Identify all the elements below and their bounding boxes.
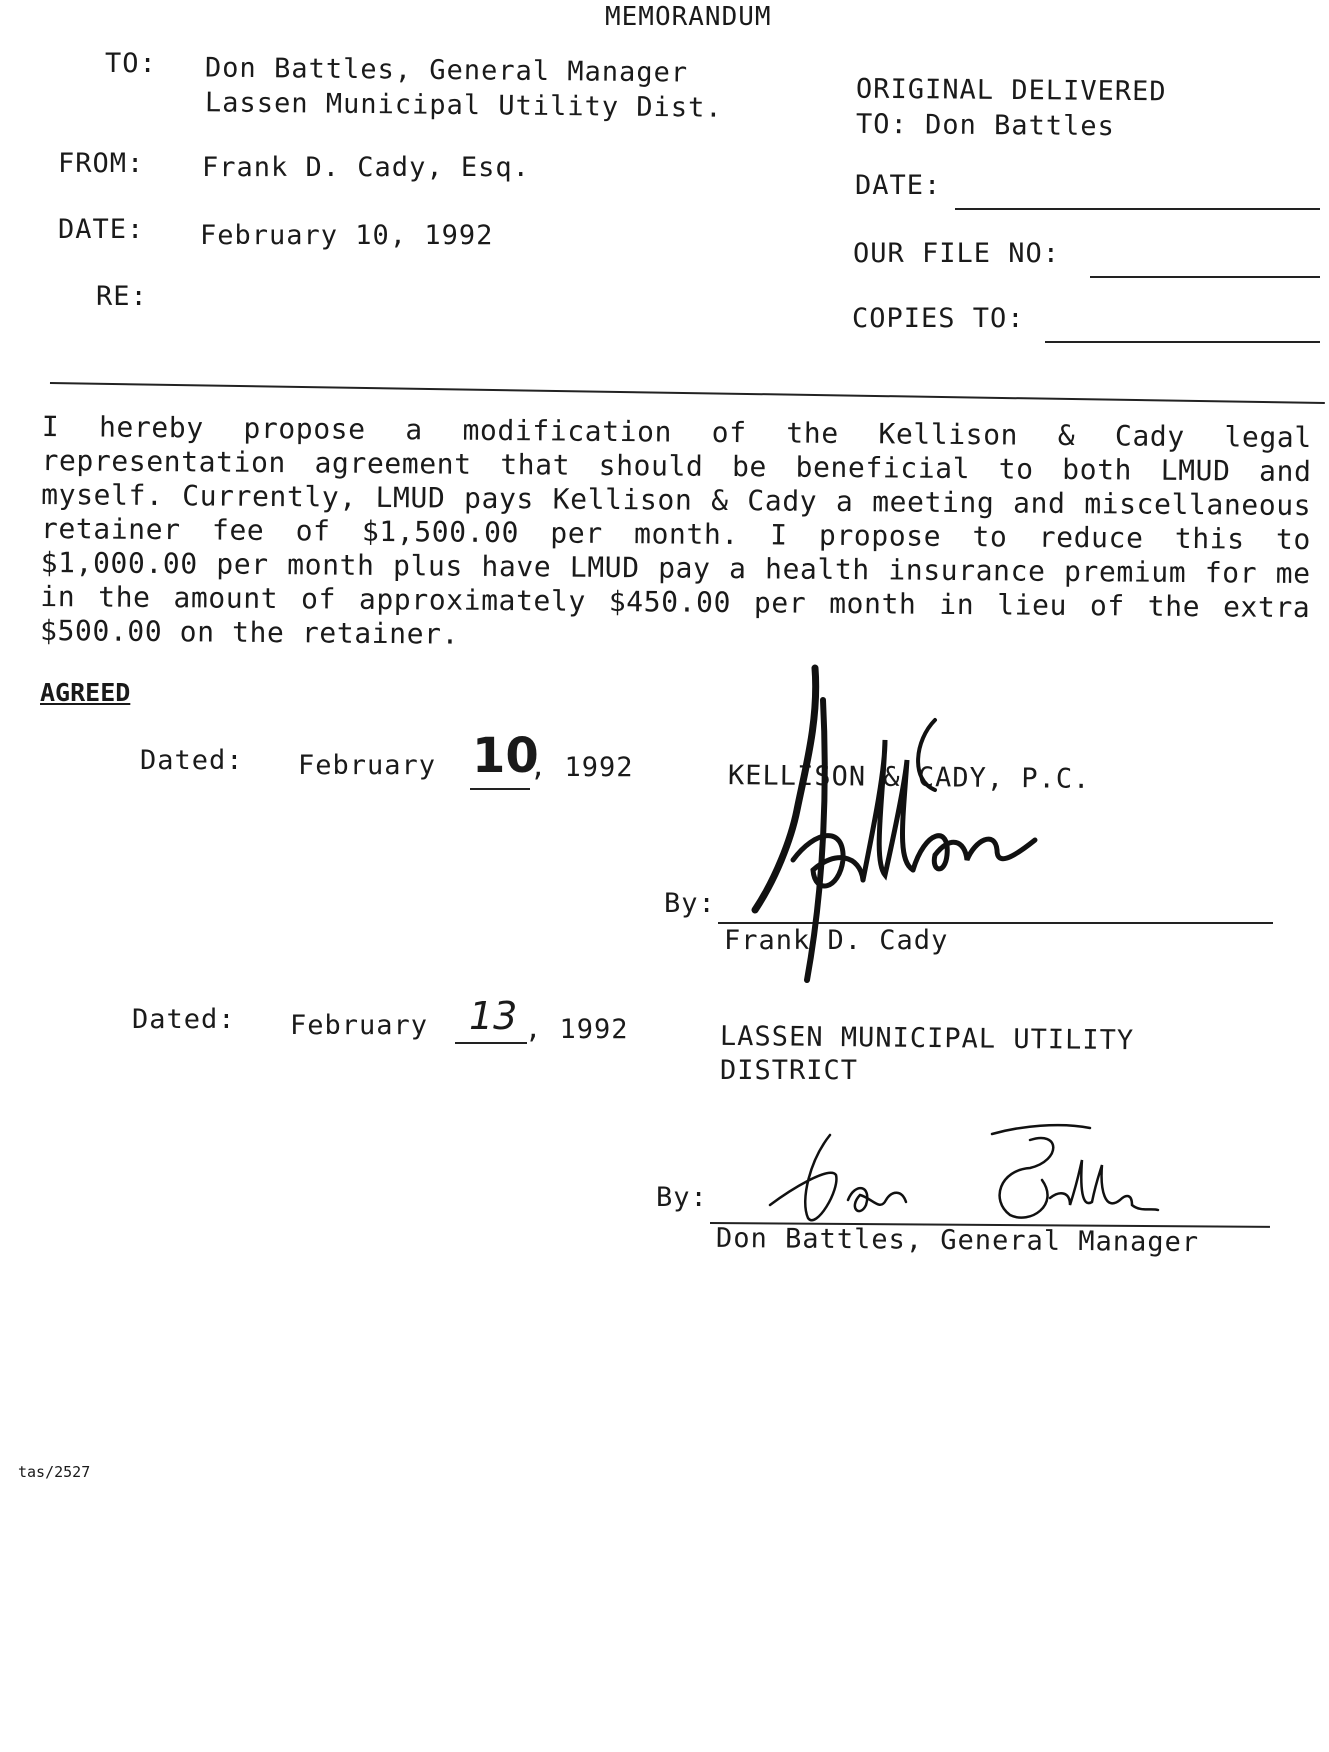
dated-day-1: 10 <box>472 728 539 784</box>
copies-to-label: COPIES TO: <box>852 303 1025 334</box>
delivery-date-line <box>955 208 1320 210</box>
signer-2: Don Battles, General Manager <box>715 1222 1200 1259</box>
party-lmud-line-2: DISTRICT <box>720 1055 859 1086</box>
party-lmud-line-1: LASSEN MUNICIPAL UTILITY <box>719 1020 1135 1057</box>
party-kellison-cady: KELLISON & CADY, P.C. <box>727 760 1091 795</box>
to-line-2: Lassen Municipal Utility Dist. <box>204 87 723 124</box>
signature-don-battles <box>760 1120 1160 1230</box>
date-label: DATE: <box>58 214 145 245</box>
by-label-2: By: <box>656 1182 708 1213</box>
from-value: Frank D. Cady, Esq. <box>202 152 530 183</box>
file-no-label: OUR FILE NO: <box>853 238 1061 269</box>
re-label: RE: <box>96 281 148 312</box>
copies-to-line <box>1045 341 1320 343</box>
to-line-1: Don Battles, General Manager <box>204 52 689 89</box>
body-paragraph: I hereby propose a modification of the Kellison & Cady legal representation agreement that should be beneficial to both LMUD and myself. Currently, LMUD pays Kellison & Cady a meeting and miscellaneous retainer fee of $1,500.00 per month. I propose to reduce this to $1,000.00 per month plus have LMUD pay a health insurance premium for me in the amount of approximately $450.00 per month in lieu of the extra $500.00 on the retainer. <box>39 410 1312 651</box>
date-value: February 10, 1992 <box>200 220 494 251</box>
dated-month-1: February <box>298 750 437 781</box>
to-label: TO: <box>105 48 157 79</box>
header-separator <box>50 382 1325 404</box>
dated-day-2: 13 <box>469 994 518 1038</box>
memo-title: MEMORANDUM <box>605 2 772 32</box>
signer-1: Frank D. Cady <box>724 925 949 956</box>
signature-frank-cady <box>735 660 1085 1000</box>
dated-year-2: , 1992 <box>525 1014 629 1045</box>
agreed-heading: AGREED <box>40 678 131 707</box>
from-label: FROM: <box>58 148 145 179</box>
dated-label-1: Dated: <box>140 745 244 776</box>
dated-year-1: , 1992 <box>530 752 634 783</box>
dated-day-2-field <box>455 994 527 1044</box>
delivery-date-label: DATE: <box>855 170 942 201</box>
original-delivered: ORIGINAL DELIVERED <box>855 73 1167 108</box>
file-no-line <box>1090 276 1320 278</box>
dated-day-1-field <box>470 728 539 790</box>
footer-reference: tas/2527 <box>18 1463 91 1481</box>
delivered-to: TO: Don Battles <box>855 108 1115 143</box>
dated-month-2: February <box>290 1010 429 1041</box>
by-label-1: By: <box>664 888 716 919</box>
dated-label-2: Dated: <box>132 1004 236 1035</box>
